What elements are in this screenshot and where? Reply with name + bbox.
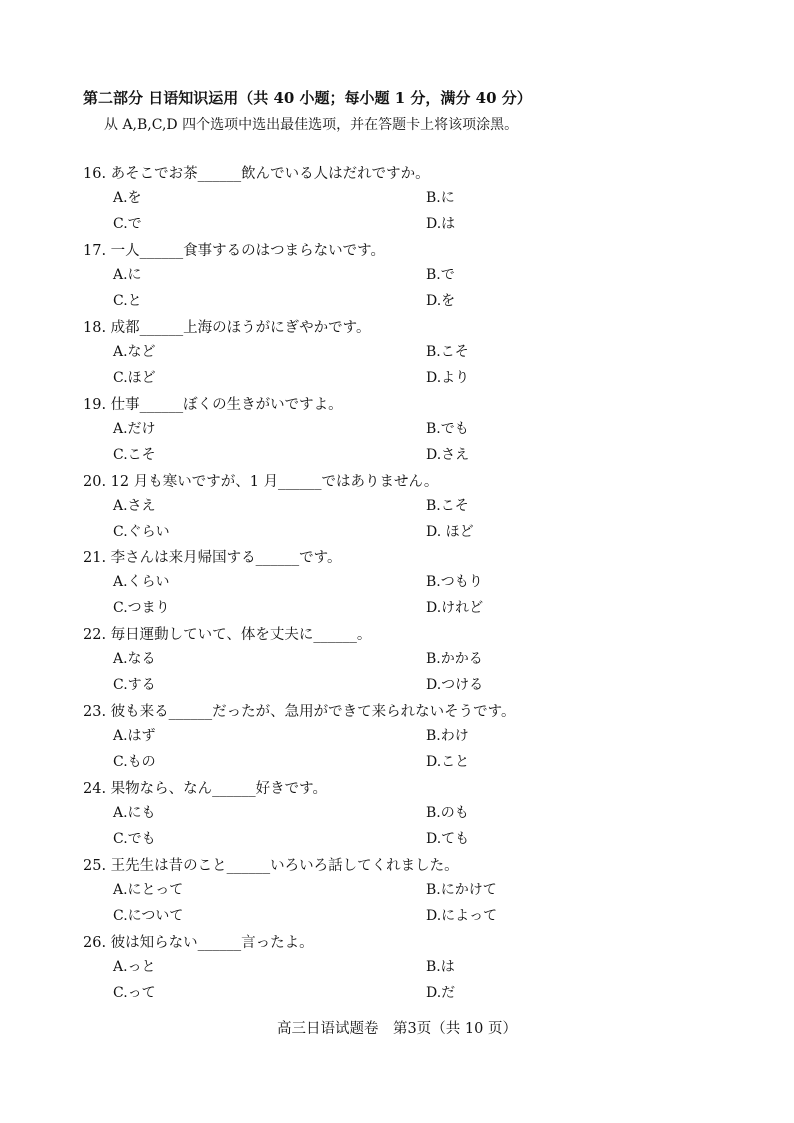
option-d: D.より bbox=[426, 369, 470, 386]
option-a: A.っと bbox=[113, 958, 156, 975]
question-stem: 24. 果物なら、なん______好きです。 bbox=[83, 781, 328, 798]
question-stem: 20. 12 月も寒いですが、1 月______ではありません。 bbox=[83, 473, 439, 490]
question-stem: 21. 李さんは来月帰国する______です。 bbox=[83, 550, 342, 567]
question-stem: 16. あそこでお茶______飲んでいる人はだれですか。 bbox=[83, 166, 430, 182]
question-20 bbox=[0, 470, 794, 547]
question-18 bbox=[0, 316, 794, 393]
option-b: B.こそ bbox=[426, 343, 469, 360]
option-a: A.にも bbox=[113, 805, 156, 822]
option-b: B.わけ bbox=[426, 728, 469, 745]
question-stem: 23. 彼も来る______だったが、急用ができて来られないそうです。 bbox=[83, 704, 516, 721]
option-d: D.は bbox=[426, 216, 456, 232]
option-b: B.でも bbox=[426, 420, 469, 437]
option-d: D.ても bbox=[426, 831, 470, 848]
option-c: C.ぐらい bbox=[113, 523, 170, 540]
option-b: B.かかる bbox=[426, 651, 483, 668]
option-b: B.つもり bbox=[426, 574, 483, 591]
option-d: D.けれど bbox=[426, 600, 484, 617]
option-c: C.する bbox=[113, 677, 156, 694]
option-a: A.くらい bbox=[113, 574, 170, 591]
option-c: C.って bbox=[113, 984, 156, 1001]
option-c: C.ほど bbox=[113, 369, 156, 386]
question-stem: 19. 仕事______ぼくの生きがいですよ。 bbox=[83, 396, 343, 413]
option-d: D.さえ bbox=[426, 446, 470, 463]
option-d: D. ほど bbox=[426, 523, 474, 540]
option-b: B.こそ bbox=[426, 497, 469, 514]
option-b: B.にかけて bbox=[426, 882, 497, 899]
question-25 bbox=[0, 854, 794, 931]
option-a: A.はず bbox=[113, 728, 156, 745]
option-b: B.に bbox=[426, 190, 455, 206]
question-list bbox=[0, 162, 794, 1008]
question-stem: 22. 毎日運動していて、体を丈夫に______。 bbox=[83, 627, 372, 644]
question-24 bbox=[0, 777, 794, 854]
option-c: C.こそ bbox=[113, 446, 156, 463]
page-footer: 高三日语试题卷 第3页（共 10 页） bbox=[277, 1021, 517, 1037]
option-a: A.にとって bbox=[113, 882, 184, 899]
option-c: C.で bbox=[113, 216, 142, 232]
option-d: D.だ bbox=[426, 984, 456, 1001]
question-19 bbox=[0, 393, 794, 470]
option-b: B.は bbox=[426, 958, 455, 975]
question-23 bbox=[0, 700, 794, 777]
option-a: A.など bbox=[113, 343, 156, 360]
question-stem: 17. 一人______食事するのはつまらないです。 bbox=[83, 242, 386, 259]
option-a: A.に bbox=[113, 266, 142, 283]
option-d: D.つける bbox=[426, 677, 484, 694]
option-c: C.について bbox=[113, 908, 184, 925]
option-c: C.もの bbox=[113, 754, 156, 771]
question-26 bbox=[0, 931, 794, 1008]
option-a: A.を bbox=[113, 190, 142, 206]
question-17 bbox=[0, 239, 794, 316]
option-c: C.と bbox=[113, 292, 142, 309]
question-22 bbox=[0, 623, 794, 700]
option-a: A.だけ bbox=[113, 420, 156, 437]
option-c: C.でも bbox=[113, 831, 156, 848]
option-d: D.を bbox=[426, 292, 456, 309]
section-instruction: 从 A,B,C,D 四个选项中选出最佳选项，并在答题卡上将该项涂黑。 bbox=[104, 117, 519, 133]
option-b: B.のも bbox=[426, 805, 469, 822]
section-title: 第二部分 日语知识运用（共 40 小题；每小题 1 分，满分 40 分） bbox=[83, 89, 532, 107]
option-c: C.つまり bbox=[113, 600, 170, 617]
question-stem: 26. 彼は知らない______言ったよ。 bbox=[83, 934, 314, 951]
option-a: A.さえ bbox=[113, 497, 156, 514]
question-stem: 25. 王先生は昔のこと______いろいろ話してくれました。 bbox=[83, 858, 459, 875]
question-21 bbox=[0, 546, 794, 623]
option-d: D.こと bbox=[426, 754, 470, 771]
option-b: B.で bbox=[426, 266, 455, 283]
option-d: D.によって bbox=[426, 908, 498, 925]
option-a: A.なる bbox=[113, 651, 156, 668]
question-16 bbox=[0, 162, 794, 239]
question-stem: 18. 成都______上海のほうがにぎやかです。 bbox=[83, 319, 371, 336]
